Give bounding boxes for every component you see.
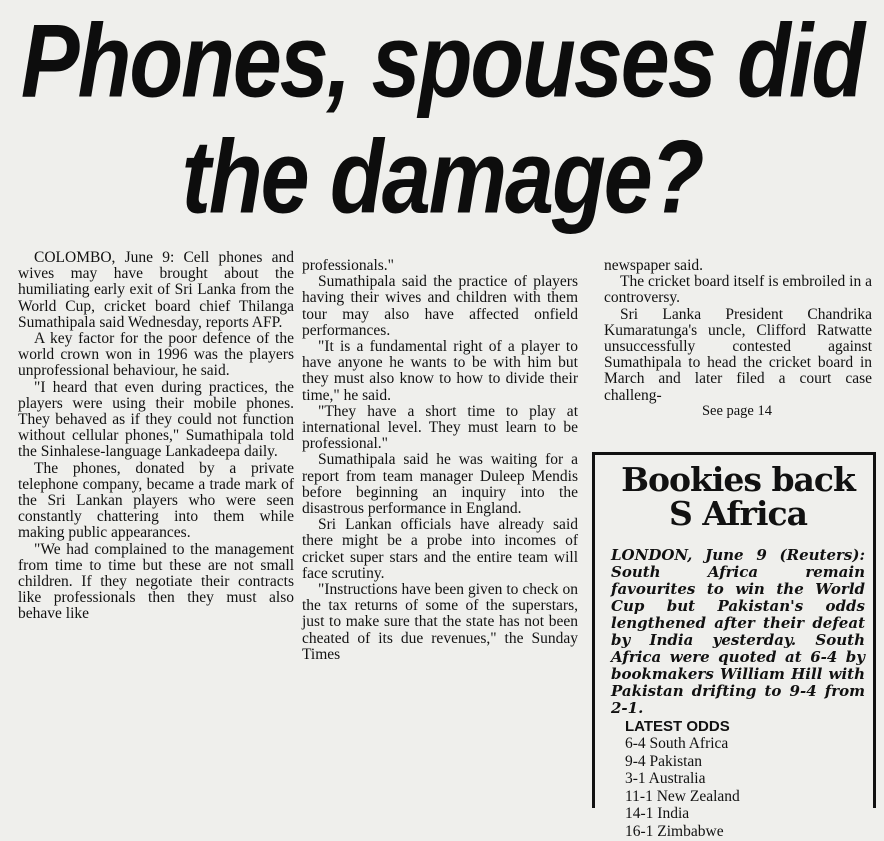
sidebar-title-line-2: S Africa bbox=[669, 494, 807, 533]
odds-item: 9-4 Pakistan bbox=[625, 752, 703, 770]
see-page-reference: See page 14 bbox=[701, 402, 772, 419]
article-paragraph: Sumathipala said he was waiting for a report from team manager Duleep Mendis before beginning an inquiry into the disastrous performance in England. bbox=[302, 451, 578, 518]
sidebar-lead bbox=[611, 547, 865, 717]
article-paragraph: "We had complained to the management from time to time but these are not small children. If they negotiate their contracts like professionals then they must also behave like bbox=[18, 540, 294, 623]
headline-line-1: Phones, spouses did bbox=[20, 2, 864, 119]
odds-heading: LATEST ODDS bbox=[625, 718, 730, 735]
article-column-1 bbox=[18, 250, 294, 623]
article-paragraph: Sri Lanka President Chandrika Kumaratunga's uncle, Clifford Ratwatte unsuccessfully contested against Sumathipala to head the cricket board in March and later filed a court case challeng- bbox=[604, 305, 872, 404]
sidebar-dateline: LONDON, June 9 (Reuters): bbox=[611, 546, 865, 564]
article-paragraph: Sumathipala said the practice of players having their wives and children with them tour may also have affected onfield performances. bbox=[302, 273, 578, 339]
article-paragraph: Sri Lankan officials have already said there might be a probe into incomes of cricket super stars and the entire team will face scrutiny. bbox=[302, 516, 578, 582]
article-paragraph: The phones, donated by a private telephone company, became a trade mark of the Sri Lankan players who were seen constantly chattering into them while making public appearances. bbox=[18, 459, 294, 542]
article-paragraph: newspaper said. bbox=[604, 257, 703, 274]
article-paragraph: COLOMBO, June 9: Cell phones and wives may have brought about the humiliating early exit of Sri Lanka from the World Cup, cricket board chief Thilanga Sumathipala said Wednesday, reports AFP. bbox=[18, 249, 294, 331]
article-column-2 bbox=[302, 258, 578, 663]
sidebar-lead-text: South Africa remain favourites to win the World Cup but Pakistan's odds lengthened after their defeat by India yesterday. South Africa were quoted at 6-4 by bookmakers William Hill with Pakistan drifting to 9-4 from 2-1. bbox=[611, 563, 865, 717]
article-paragraph: professionals." bbox=[302, 257, 394, 274]
article-paragraph: "I heard that even during practices, the players were using their mobile phones. They behaved as if they could not function without cellular phones," Sumathipala told the Sinhalese-language Lankadeepa daily. bbox=[18, 378, 294, 461]
article-column-3 bbox=[604, 258, 872, 419]
odds-item: 3-1 Australia bbox=[625, 770, 706, 788]
article-paragraph: "It is a fundamental right of a player to have anyone he wants to be with him but they must also know to how to divide their time," he said. bbox=[302, 338, 578, 404]
odds-item: 11-1 New Zealand bbox=[625, 787, 740, 805]
headline-line-2: the damage? bbox=[181, 118, 703, 235]
article-paragraph: A key factor for the poor defence of the world crown won in 1996 was the players unprofessional behaviour, he said. bbox=[18, 330, 294, 380]
article-paragraph: "Instructions have been given to check on the tax returns of some of the superstars, just to make sure that the state has not been cheated of its due revenues," the Sunday Times bbox=[302, 581, 578, 663]
odds-list bbox=[611, 735, 865, 841]
article-paragraph: The cricket board itself is embroiled in a controversy. bbox=[604, 273, 872, 307]
odds-item: 6-4 South Africa bbox=[625, 735, 729, 752]
sidebar-box bbox=[592, 452, 876, 840]
odds-item: 16-1 Zimbabwe bbox=[625, 822, 724, 840]
article-paragraph: "They have a short time to play at international level. They must learn to be professional." bbox=[302, 402, 578, 453]
sidebar-title-line-1: Bookies back bbox=[621, 460, 855, 499]
odds-item: 14-1 India bbox=[625, 805, 690, 823]
